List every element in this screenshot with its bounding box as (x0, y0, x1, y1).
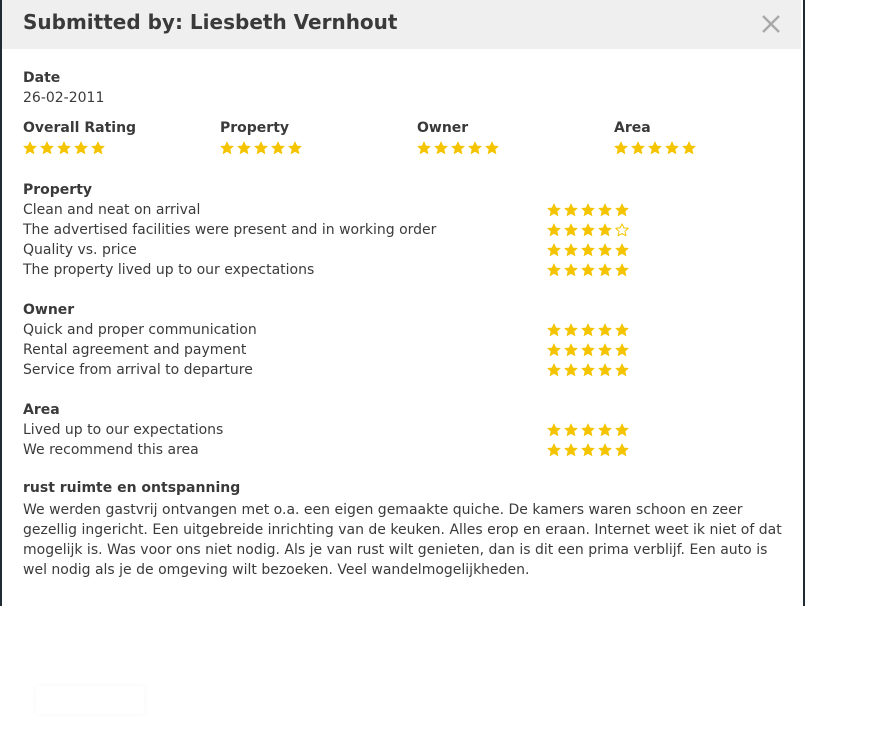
star-rating (547, 423, 629, 437)
rating-row-label: Quick and proper communication (23, 322, 257, 338)
rating-row-label: Lived up to our expectations (23, 422, 224, 438)
star-filled-icon (682, 141, 696, 155)
star-filled-icon (564, 203, 578, 217)
review-modal (2, 0, 801, 606)
rating-row (23, 320, 803, 340)
star-filled-icon (598, 443, 612, 457)
star-filled-icon (564, 263, 578, 277)
summary-label: Owner (417, 120, 469, 136)
star-filled-icon (615, 363, 629, 377)
modal-header (2, 0, 801, 49)
star-rating (547, 263, 629, 277)
star-filled-icon (581, 223, 595, 237)
rating-row-label: We recommend this area (23, 442, 199, 458)
star-filled-icon (547, 363, 561, 377)
modal-title: Submitted by: Liesbeth Vernhout (23, 10, 398, 34)
star-filled-icon (220, 141, 234, 155)
star-filled-icon (615, 423, 629, 437)
star-filled-icon (615, 243, 629, 257)
faded-button (36, 686, 144, 714)
close-icon (759, 9, 783, 37)
rating-row (23, 340, 803, 360)
star-filled-icon (598, 243, 612, 257)
summary-overall (23, 120, 203, 136)
summary-label: Overall Rating (23, 120, 137, 136)
star-filled-icon (40, 141, 54, 155)
star-filled-icon (564, 343, 578, 357)
star-filled-icon (271, 141, 285, 155)
star-filled-icon (598, 263, 612, 277)
star-filled-icon (547, 443, 561, 457)
star-filled-icon (237, 141, 251, 155)
rating-row-label: Rental agreement and payment (23, 342, 247, 358)
star-filled-icon (564, 443, 578, 457)
star-filled-icon (547, 343, 561, 357)
star-filled-icon (74, 141, 88, 155)
star-filled-icon (57, 141, 71, 155)
star-rating (547, 223, 629, 237)
star-rating (547, 363, 629, 377)
star-filled-icon (547, 243, 561, 257)
rating-row (23, 360, 803, 380)
star-empty-icon (615, 223, 629, 237)
comment-title: rust ruimte en ontspanning (23, 480, 241, 496)
star-filled-icon (581, 343, 595, 357)
star-filled-icon (254, 141, 268, 155)
star-filled-icon (468, 141, 482, 155)
rating-row-label: The advertised facilities were present and in working order (23, 222, 437, 238)
star-filled-icon (648, 141, 662, 155)
star-filled-icon (564, 423, 578, 437)
section-title: Property (23, 182, 93, 198)
star-rating (220, 141, 302, 155)
star-filled-icon (547, 423, 561, 437)
star-filled-icon (581, 203, 595, 217)
star-rating (417, 141, 499, 155)
section-title: Area (23, 402, 60, 418)
rating-row-label: The property lived up to our expectations (23, 262, 315, 278)
star-filled-icon (598, 223, 612, 237)
star-filled-icon (581, 323, 595, 337)
star-filled-icon (598, 343, 612, 357)
rating-row-label: Quality vs. price (23, 242, 137, 258)
section-area (23, 400, 803, 460)
star-filled-icon (547, 323, 561, 337)
section-title: Owner (23, 302, 75, 318)
rating-row (23, 420, 803, 440)
summary-owner (417, 120, 597, 136)
star-filled-icon (564, 363, 578, 377)
star-rating (547, 443, 629, 457)
star-filled-icon (451, 141, 465, 155)
star-filled-icon (564, 223, 578, 237)
section-owner (23, 300, 803, 380)
section-property (23, 180, 803, 280)
summary-property (220, 120, 400, 136)
rating-row (23, 440, 803, 460)
star-filled-icon (434, 141, 448, 155)
star-filled-icon (665, 141, 679, 155)
rating-row-label: Clean and neat on arrival (23, 202, 201, 218)
rating-summary (23, 120, 803, 160)
star-rating (23, 141, 105, 155)
star-filled-icon (581, 363, 595, 377)
rating-row-label: Service from arrival to departure (23, 362, 253, 378)
star-filled-icon (615, 203, 629, 217)
star-filled-icon (581, 263, 595, 277)
star-filled-icon (23, 141, 37, 155)
rating-row (23, 260, 803, 280)
star-filled-icon (564, 323, 578, 337)
summary-label: Area (614, 120, 651, 136)
star-filled-icon (564, 243, 578, 257)
star-filled-icon (615, 443, 629, 457)
star-filled-icon (614, 141, 628, 155)
summary-label: Property (220, 120, 290, 136)
star-filled-icon (598, 423, 612, 437)
star-filled-icon (598, 203, 612, 217)
date-value: 26-02-2011 (23, 90, 105, 106)
star-filled-icon (288, 141, 302, 155)
close-button[interactable] (759, 9, 783, 37)
comment-text: We werden gastvrij ontvangen met o.a. een eigen gemaakte quiche. De kamers waren schoon en zeer gezellig ingericht. Een uitgebreide inrichting van de keuken. Alles erop en eraan. Internet weet ik niet of dat mogelijk is. Was voor ons niet nodig. Als je van rust wilt genieten, dan is dit een prima verblijf. Een auto is wel nodig als je de omgeving wilt bezoeken. Veel wandelmogelijkheden. (23, 502, 782, 578)
star-filled-icon (581, 243, 595, 257)
star-filled-icon (91, 141, 105, 155)
star-rating (614, 141, 696, 155)
star-filled-icon (598, 323, 612, 337)
star-filled-icon (547, 223, 561, 237)
star-filled-icon (615, 343, 629, 357)
star-filled-icon (631, 141, 645, 155)
star-filled-icon (615, 323, 629, 337)
star-filled-icon (547, 263, 561, 277)
star-rating (547, 343, 629, 357)
star-filled-icon (615, 263, 629, 277)
date-label: Date (23, 70, 61, 86)
star-filled-icon (485, 141, 499, 155)
star-rating (547, 243, 629, 257)
rating-row (23, 240, 803, 260)
star-rating (547, 323, 629, 337)
star-filled-icon (417, 141, 431, 155)
summary-area (614, 120, 794, 136)
rating-row (23, 200, 803, 220)
star-filled-icon (581, 423, 595, 437)
star-filled-icon (581, 443, 595, 457)
star-filled-icon (547, 203, 561, 217)
star-filled-icon (598, 363, 612, 377)
star-rating (547, 203, 629, 217)
rating-row (23, 220, 803, 240)
